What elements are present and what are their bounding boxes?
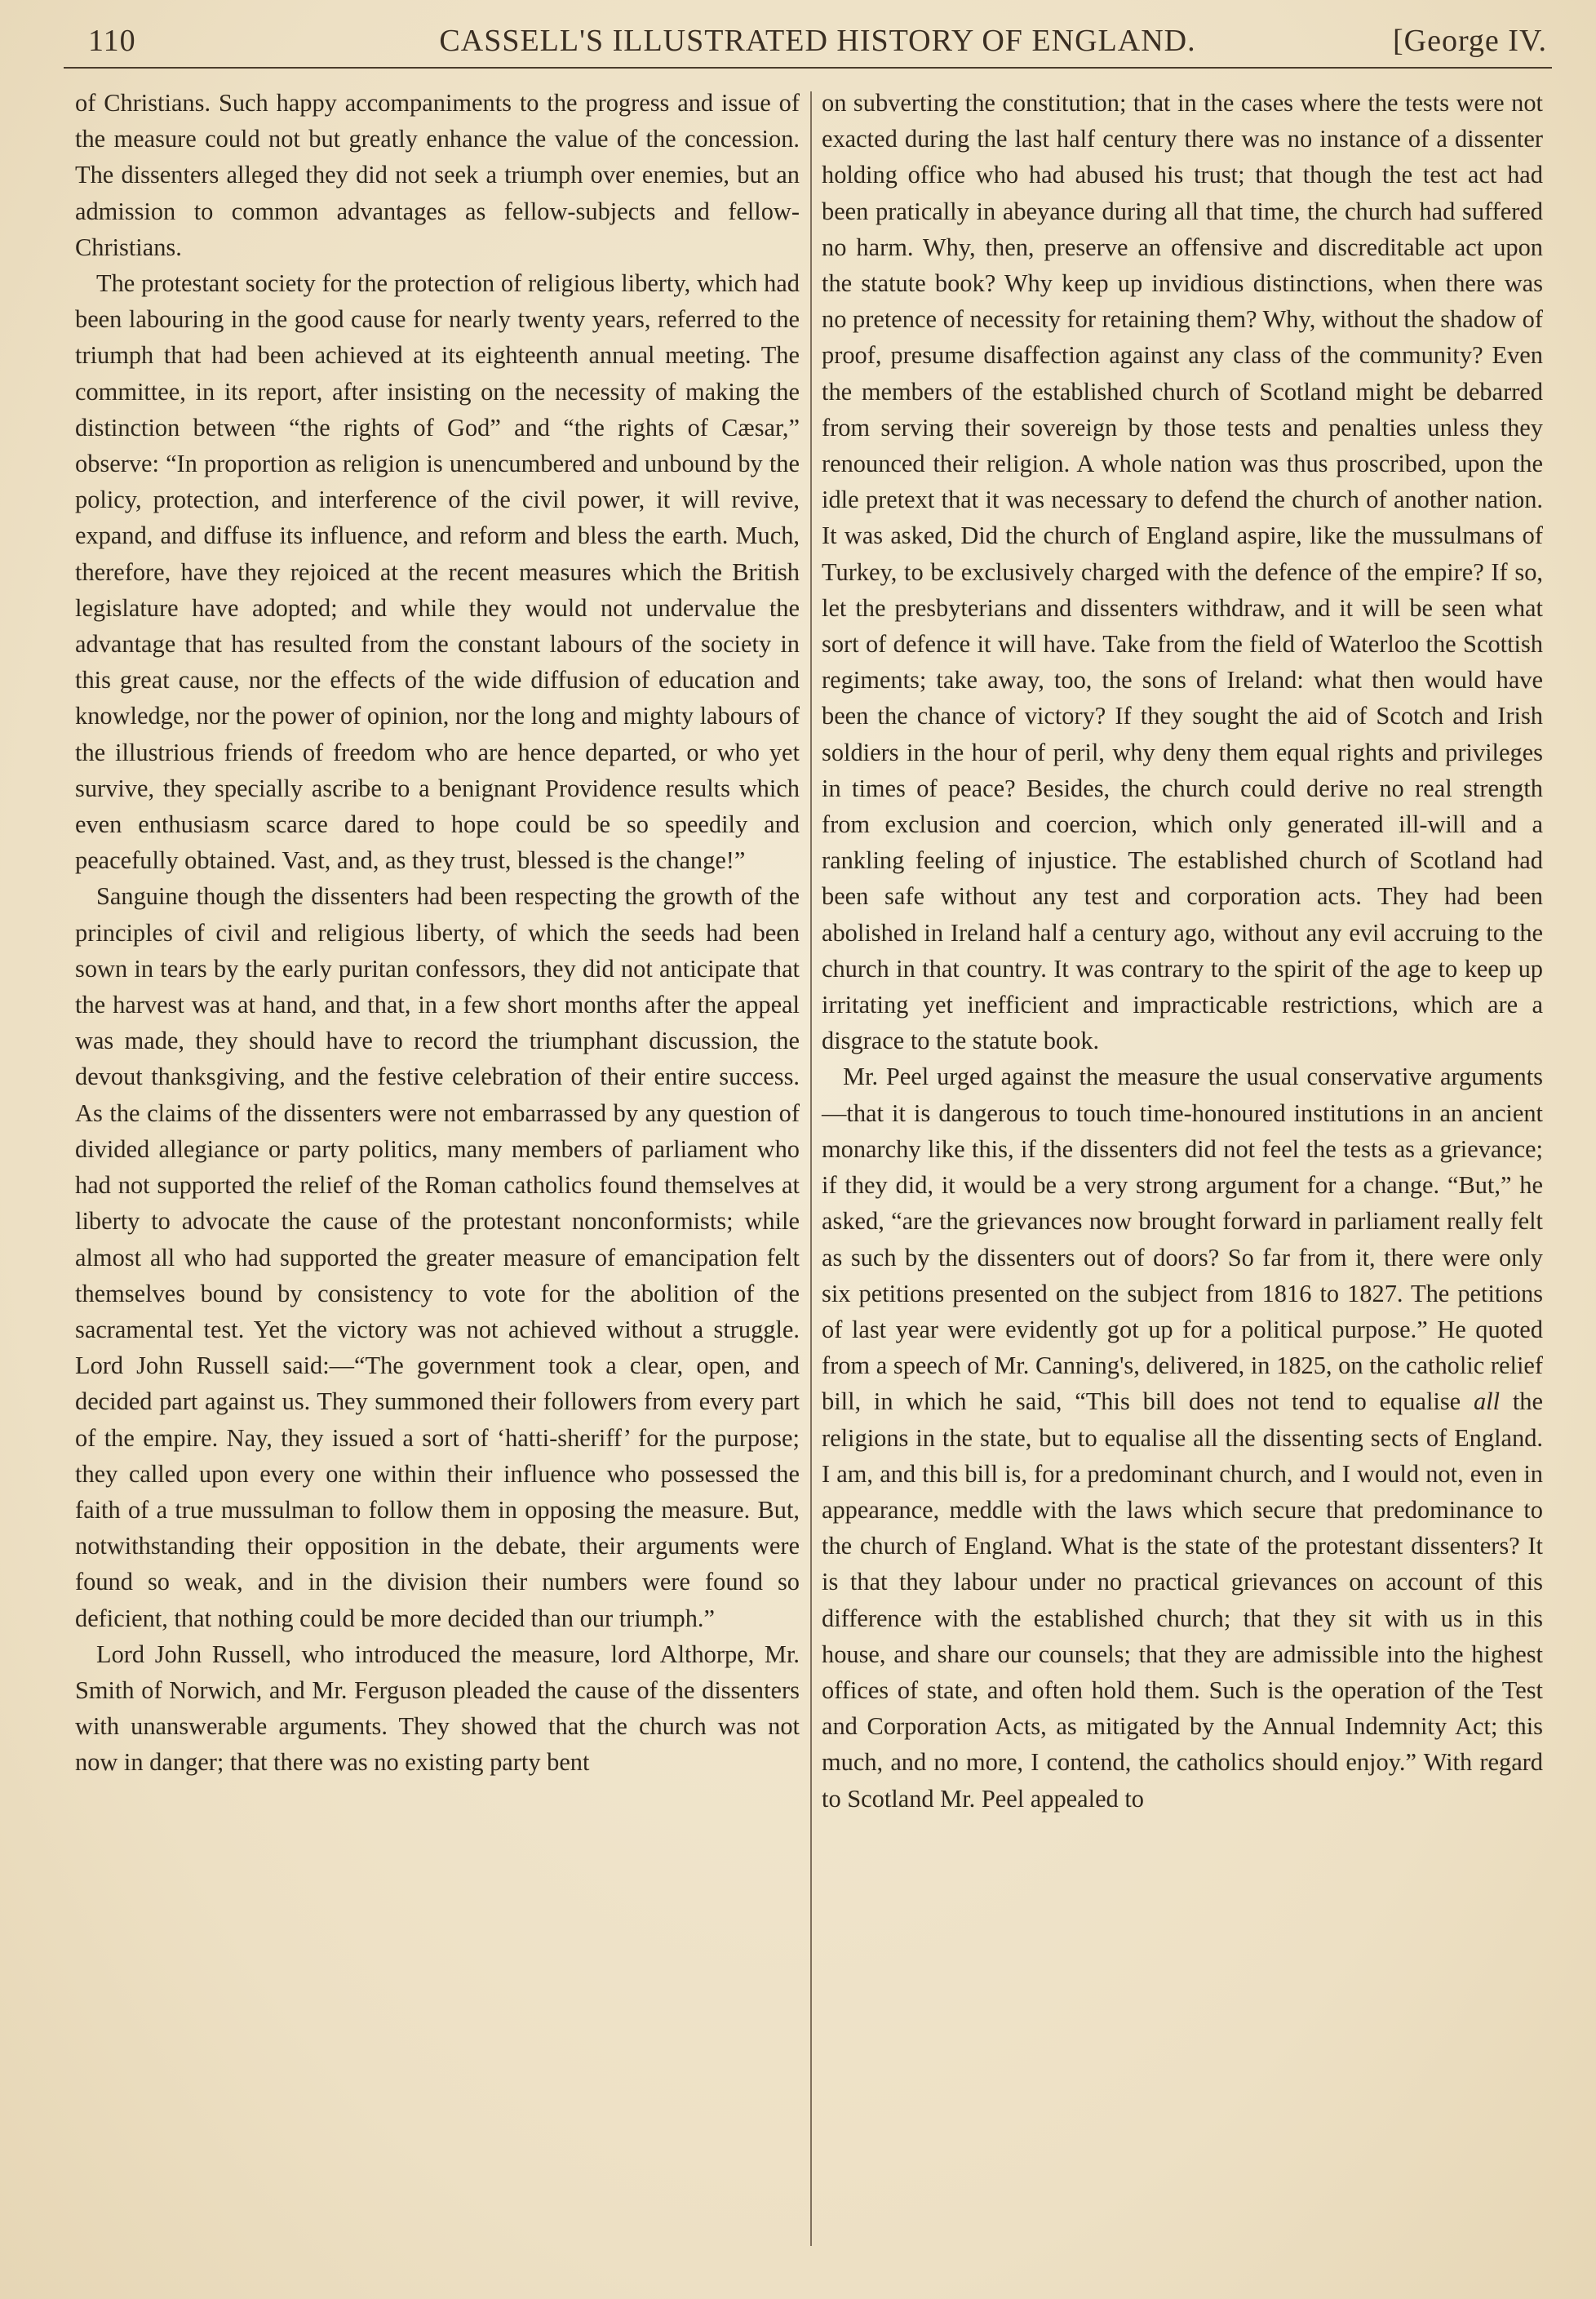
page-number: 110	[88, 24, 136, 58]
emphasis: all	[1473, 1387, 1501, 1416]
running-title: CASSELL'S ILLUSTRATED HISTORY OF ENGLAND.	[439, 24, 1196, 58]
paragraph: Lord John Russell, who introduced the measure, lord Althorpe, Mr. Smith of Norwich, and Mr. Ferguson pleaded the cause of the dissenters with unanswerable arguments. They showed that the church was not now in danger; that there was no existing party bent	[75, 1640, 800, 1777]
paragraph: of Christians. Such happy accompaniments to the progress and issue of the measure could not but greatly enhance the value of the concession. The dissenters alleged they did not seek a triumph over enemies, but an admission to common advantages as fellow-subjects and fellow-Christians.	[75, 89, 800, 261]
paragraph	[822, 1059, 1543, 1816]
running-head	[88, 15, 1547, 64]
paragraph-text: the religions in the state, but to equalise all the dissenting sects of England. I am, and this bill is, for a predominant church, and I would not, even in appearance, meddle with the laws which secure that predominance to the church of England. What is the state of the protestant dissenters? It is that they labour under no practical grievances on account of this difference with the established church; that they sit with us in this house, and share our counsels; that they are admissible into the highest offices of state, and often hold them. Such is the operation of the Test and Corporation Acts, as mitigated by the Annual Indemnity Act; this much, and no more, I contend, the catholics should enjoy.” With regard to Scotland Mr. Peel appealed to	[822, 1387, 1543, 1813]
paragraph-text: Mr. Peel urged against the measure the usual conservative arguments—that it is dangerous to touch time-honoured institutions in an ancient monarchy like this, if the dissenters did not feel the tests as a grievance; if they did, it would be a very strong argument for a change. “But,” he asked, “are the grievances now brought forward in parliament really felt as such by the dissenters out of doors? So far from it, there were only six petitions presented on the subject from 1816 to 1827. The petitions of last year were evidently got up for a political purpose.” He quoted from a speech of Mr. Canning's, delivered, in 1825, on the catholic relief bill, in which he said, “This bill does not tend to equalise	[822, 1063, 1543, 1416]
paragraph: on subverting the constitution; that in the cases where the tests were not exacted during the last half century there was no instance of a dissenter holding office who had abused his trust; that though the test act had been pratically in abeyance during all that time, the church had suffered no harm. Why, then, preserve an offensive and discreditable act upon the statute book? Why keep up invidious distinctions, when there was no pretence of necessity for retaining them? Why, without the shadow of proof, presume disaffection against any class of the community? Even the members of the established church of Scotland might be debarred from serving their sovereign by those tests and penalties unless they renounced their religion. A whole nation was thus proscribed, upon the idle pretext that it was necessary to defend the church of another nation. It was asked, Did the church of England aspire, like the mussulmans of Turkey, to be exclusively charged with the defence of the empire? If so, let the presbyterians and dissenters withdraw, and it will be seen what sort of defence it will have. Take from the field of Waterloo the Scottish regiments; take away, too, the sons of Ireland: what then would have been the chance of victory? If they sought the aid of Scotch and Irish soldiers in the hour of peril, why deny them equal rights and privileges in times of peace? Besides, the church could derive no real strength from exclusion and coercion, which only generated ill-will and a rankling feeling of injustice. The established church of Scotland had been safe without any test and corporation acts. They had been abolished in Ireland half a century ago, without any evil accruing to the church in that country. It was contrary to the spirit of the age to keep up irritating yet inefficient and impracticable restrictions, which are a disgrace to the statute book.	[822, 89, 1543, 1055]
section-title: [George IV.	[1393, 24, 1547, 58]
column-divider	[810, 91, 812, 2246]
paragraph: Sanguine though the dissenters had been respecting the growth of the principles of civil and religious liberty, of which the seeds had been sown in tears by the early puritan confessors, they did not anticipate that the harvest was at hand, and that, in a few short months after the appeal was made, they should have to record the triumphant discussion, the devout thanksgiving, and the festive celebration of their entire success. As the claims of the dissenters were not embarrassed by any question of divided allegiance or party politics, many members of parliament who had not supported the relief of the Roman catholics found themselves at liberty to advocate the cause of the protestant nonconformists; while almost all who had supported the greater measure of emancipation felt themselves bound by consistency to vote for the abolition of the sacramental test. Yet the victory was not achieved without a struggle. Lord John Russell said:—“The government took a clear, open, and decided part against us. They summoned their followers from every part of the empire. Nay, they issued a sort of ‘hatti-sheriff’ for the purpose; they called upon every one within their influence who possessed the faith of a true mussulman to follow them in opposing the measure. But, notwithstanding their opposition in the debate, their arguments were found so weak, and in the division their numbers were found so deficient, that nothing could be more decided than our triumph.”	[75, 882, 800, 1632]
left-column	[75, 85, 800, 1781]
header-rule	[64, 67, 1552, 69]
right-column	[822, 85, 1543, 1817]
paragraph: The protestant society for the protection of religious liberty, which had been labouring in the good cause for nearly twenty years, referred to the triumph that had been achieved at its eighteenth annual meeting. The committee, in its report, after insisting on the necessity of making the distinction between “the rights of God” and “the rights of Cæsar,” observe: “In proportion as religion is unencumbered and unbound by the policy, protection, and interference of the civil power, it will revive, expand, and diffuse its influence, and reform and bless the earth. Much, therefore, have they rejoiced at the recent measures which the British legislature have adopted; and while they would not undervalue the advantage that has resulted from the constant labours of the society in this great cause, nor the effects of the wide diffusion of education and knowledge, nor the power of opinion, nor the long and mighty labours of the illustrious friends of freedom who are hence departed, or who yet survive, they specially ascribe to a benignant Providence results which even enthusiasm scarce dared to hope could be so speedily and peacefully obtained. Vast, and, as they trust, blessed is the change!”	[75, 269, 800, 875]
